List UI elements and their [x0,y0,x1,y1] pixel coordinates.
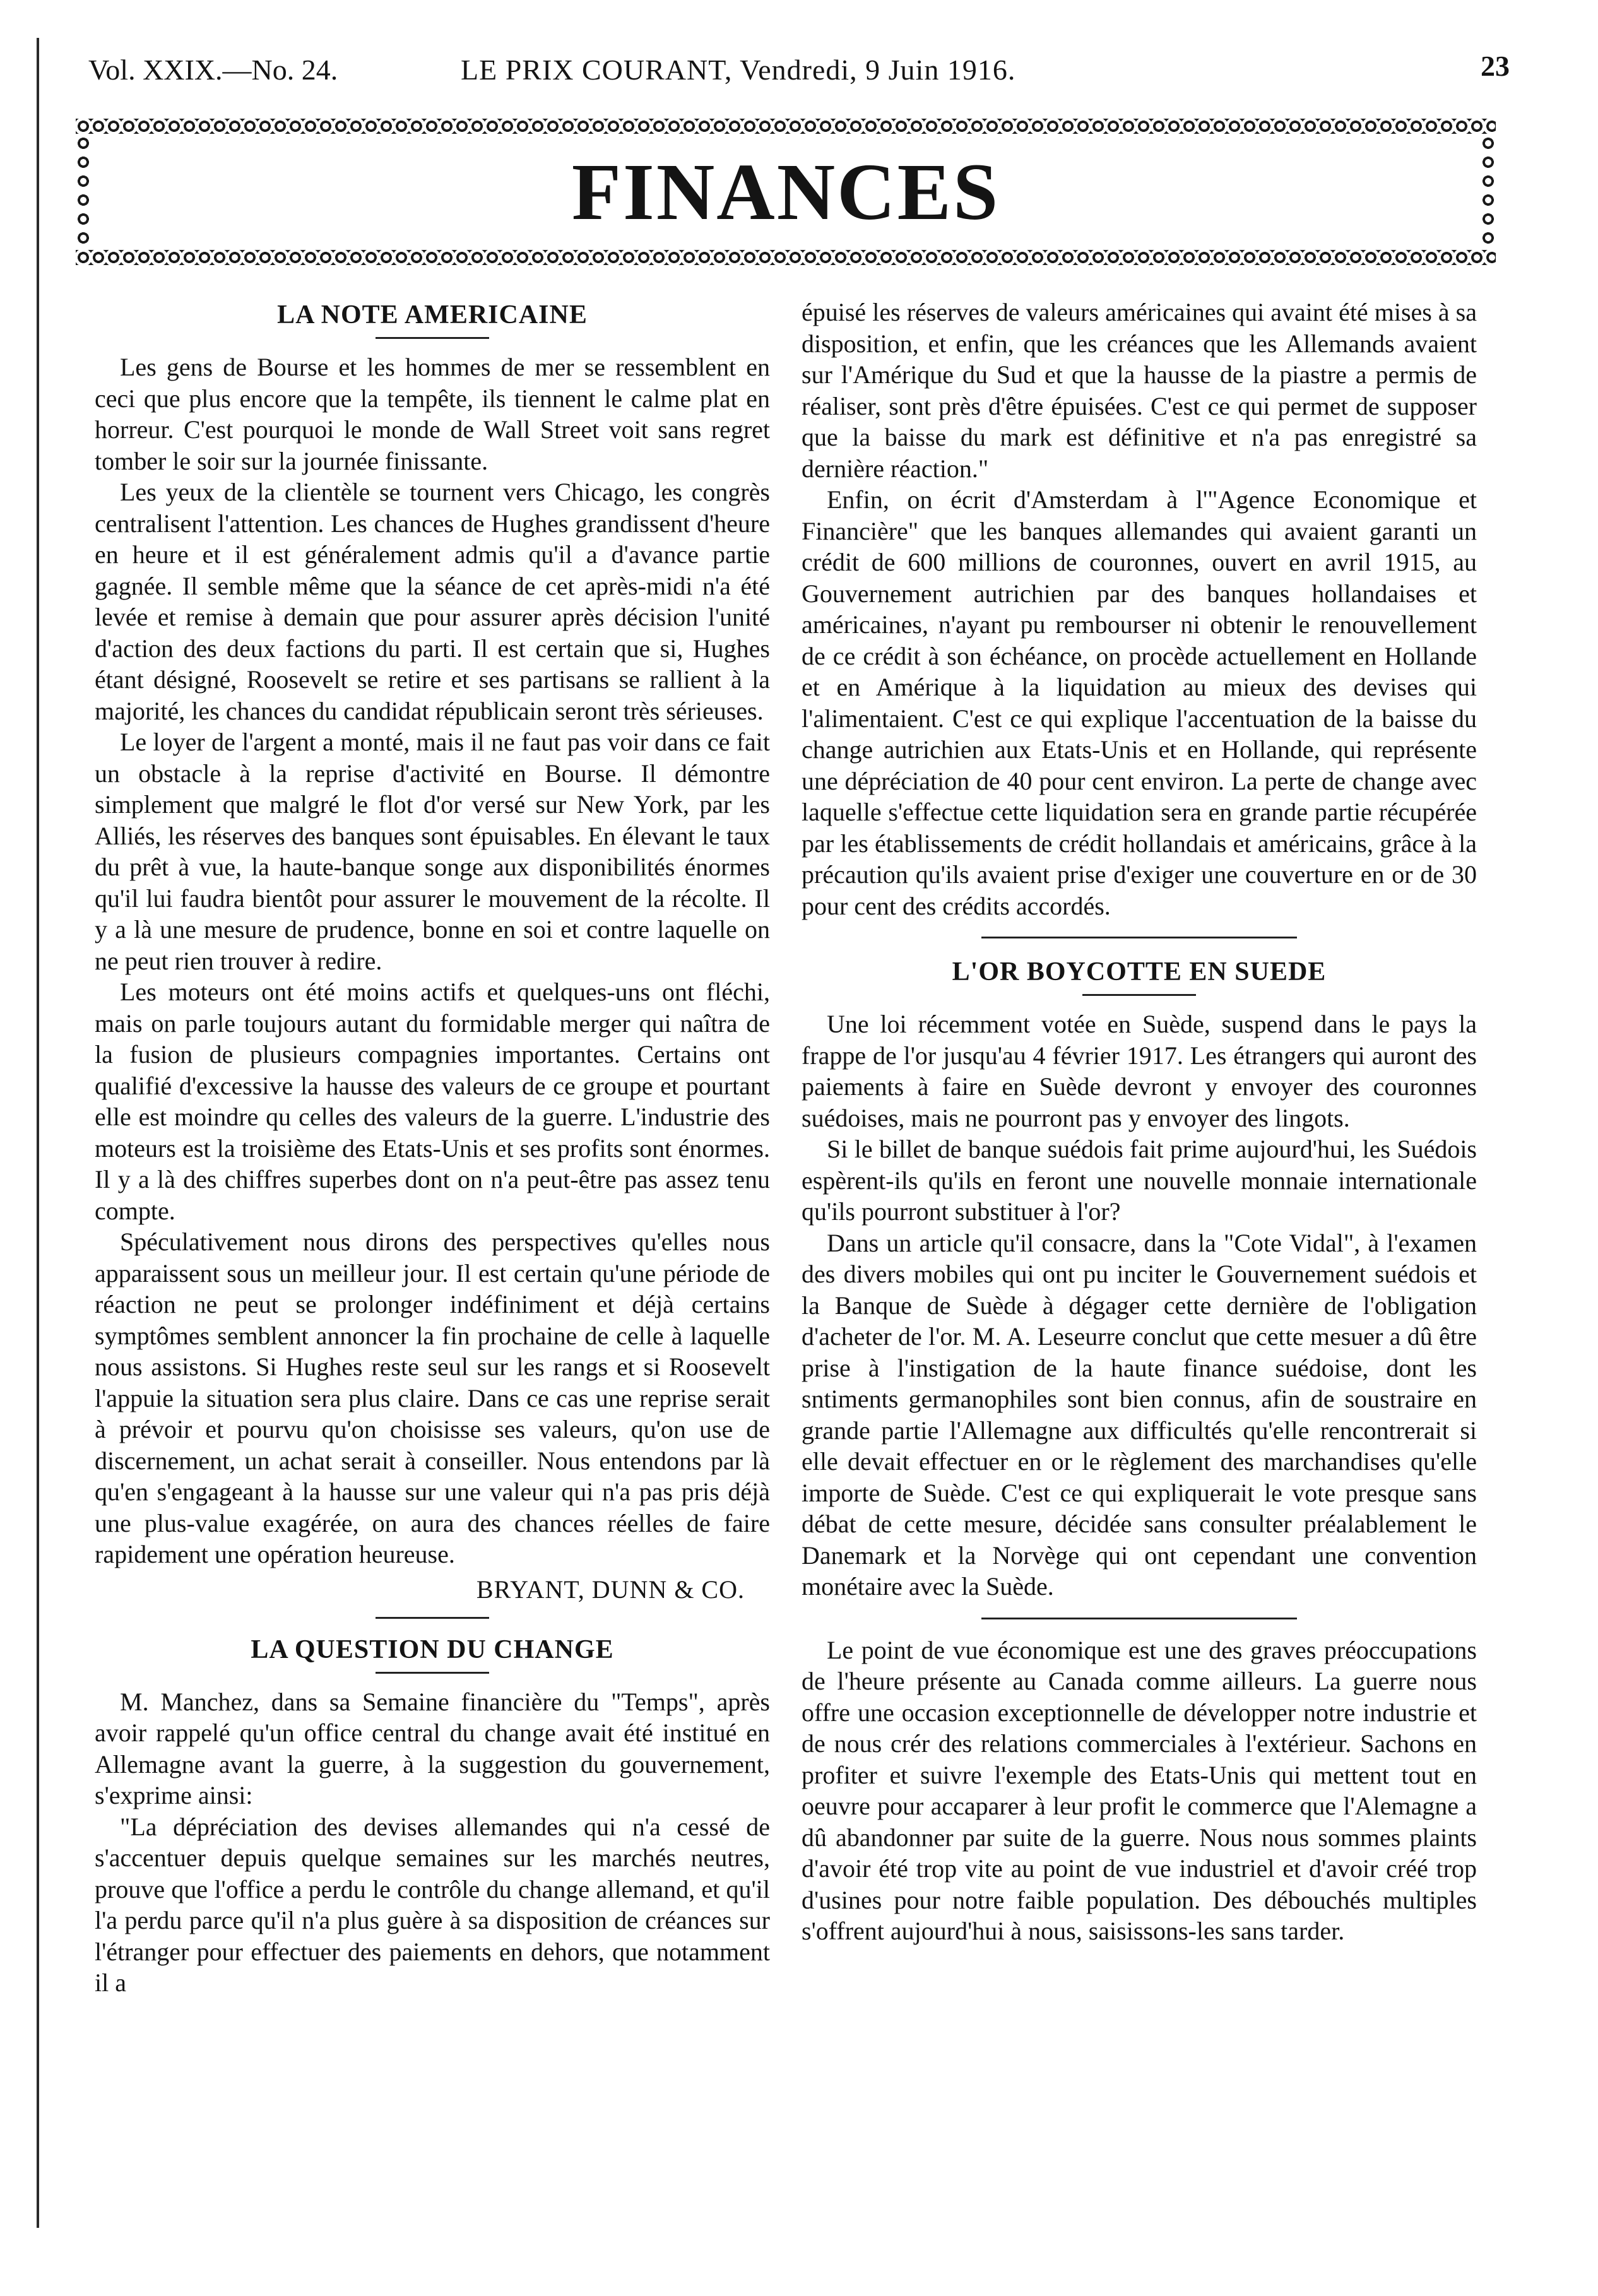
running-header [88,49,1510,93]
article-paragraph: Une loi récemment votée en Suède, suspend dans le pays la frappe de l'or jusqu'au 4 février 1917. Les étrangers qui auront des paiements à faire en Suède devront y envoyer des couronnes suédoises, mais ne pourront pas y envoyer des lingots. [802,1010,1477,1132]
article-title-or-boycotte: L'OR BOYCOTTE EN SUEDE [952,957,1327,986]
article-separator [981,1618,1297,1619]
article-paragraph: Dans un article qu'il consacre, dans la "Cote Vidal", à l'examen des divers mobiles qui ont pu inciter le Gouvernement suédois et la Banque de Suède à dégager cette dernière de l'obligation d'acheter de l'or. M. A. Leseurre conclut que cette mesuer a dû être prise à l'instigation de la haute finance suédoise, dont les sntiments germanophiles sont bien connus, afin de soustraire en grande partie l'Allemagne aux difficultés qu'elle rencontrerait si elle devait effectuer en or le règlement des marchandises qu'elle importe de Suède. C'est ce qui expliquerait le vote presque sans débat de cette mesure, décidée sans consulter préalablement le Danemark et la Norvège qui ont cependant une convention monétaire avec la Suède. [802,1228,1477,1601]
article-paragraph: Le point de vue économique est une des graves préoccupations de l'heure présente au Canada comme ailleurs. La guerre nous offre une occasion exceptionnelle de développer notre industrie et de nous crér des relations commerciales à l'extérieur. Sachons en profiter et suivre l'exemple des Etats-Unis qui mettent tout en oeuvre pour accaparer à leur profit le commerce que l'Alemagne a dû abandonner par suite de la guerre. Nous nous sommes plaints d'avoir été trop vite au point de vue industriel et d'avoir créé trop d'usines pour notre faible population. Des débouchés multiples s'offrent aujourd'hui à nous, saisissons-les sans tarder. [802,1635,1477,1945]
left-column [95,297,770,1999]
banner-border-bottom [76,250,1496,265]
article-title-note-americaine: LA NOTE AMERICAINE [277,300,588,329]
volume-number: Vol. XXIX.—No. 24. [88,54,338,86]
article-paragraph: Enfin, on écrit d'Amsterdam à l'"Agence Economique et Financière" que les banques allemandes qui avaient garanti un crédit de 600 millions de couronnes, ouvert en avril 1915, au Gouvernement autrichien par des banques hollandaises et américaines, n'ayant pu rembourser ni obtenir le renouvellement de ce crédit à son échéance, on procède actuellement en Hollande et en Amérique à la liquidation au mieux des devises qui l'alimentaient. C'est ce qui explique l'accentuation de la baisse du change autrichien aux Etats-Unis et en Hollande, qui représente une dépréciation de 40 pour cent environ. La perte de change avec laquelle s'effectue cette liquidation sera en grande partie récupérée par les établissements de crédit hollandais et américains, grâce à la précaution qu'ils avaient prise d'exiger une couverture en or de 30 pour cent des crédits accordés. [802,485,1477,920]
article-paragraph: Si le billet de banque suédois fait prime aujourd'hui, les Suédois espèrent-ils qu'ils en feront une nouvelle monnaie internationale qu'ils pourront substituer à l'or? [802,1135,1477,1226]
article-title-question-change: LA QUESTION DU CHANGE [251,1635,614,1664]
article-paragraph: M. Manchez, dans sa Semaine financière du "Temps", après avoir rappelé qu'un office central du change avait été institué en Allemagne avant la guerre, à la suggestion du gouvernement, s'exprime ainsi: [95,1687,770,1809]
scan-edge [37,38,39,2228]
title-rule [1082,994,1196,996]
article-paragraph-continued: épuisé les réserves de valeurs américaines qui avaint été mises à sa disposition, et enfin, que les créances que les Allemands avaient sur l'Amérique du Sud et que la hausse de la piastre a permis de réaliser, sont près d'être épuisées. C'est ce qui permet de supposer que la baisse du mark est définitive et n'a pas enregistré sa dernière réaction." [802,298,1477,483]
article-paragraph: "La dépréciation des devises allemandes qui n'a cessé de s'accentuer depuis quelque semaines sur les marchés neutres, prouve que l'office a perdu le contrôle du change allemand, et qu'il l'a perdu parce qu'il n'a plus guère à sa disposition de créances sur l'étranger pour effectuer des paiements en dehors, que notamment il a [95,1812,770,1997]
section-banner [76,119,1496,265]
article-separator [981,937,1297,938]
article-paragraph: Les yeux de la clientèle se tournent vers Chicago, les congrès centralisent l'attention. Les chances de Hughes grandissent d'heure en heure et il est généralement admis qu'il a d'avance partie gagnée. Il semble même que la séance de cet après-midi n'a été levée et remise à demain que pour assurer après décision l'unité d'action des deux factions du parti. Il est certain que si, Hughes étant désigné, Roosevelt se retire et ses partisans se rallient à la majorité, les chances du candidat républicain seront très sérieuses. [95,478,770,725]
title-rule [376,1672,489,1674]
article-signature: BRYANT, DUNN & CO. [476,1575,745,1604]
title-rule [376,337,489,339]
article-paragraph: Les gens de Bourse et les hommes de mer se ressemblent en ceci que plus encore que la tempête, ils tiennent le calme plat en horreur. C'est pourquoi le monde de Wall Street voit sans regret tomber le soir sur la journée finissante. [95,353,770,475]
right-column [802,297,1477,1947]
article-paragraph: Le loyer de l'argent a monté, mais il ne faut pas voir dans ce fait un obstacle à la reprise d'activité en Bourse. Il démontre simplement que malgré le flot d'or versé sur New York, par les Alliés, les réserves des banques sont épuisables. En élevant le taux du prêt à vue, la haute-banque songe aux disponibilités énormes qu'il lui faudra bientôt pour assurer le mouvement de la récolte. Il y a là une mesure de prudence, bonne en soi et contre laquelle on ne peut rien trouver à redire. [95,728,770,975]
article-separator [376,1617,489,1619]
section-title: FINANCES [571,147,1000,237]
page-number: 23 [1481,50,1510,82]
publication-title-date: LE PRIX COURANT, Vendredi, 9 Juin 1916. [461,54,1016,86]
article-paragraph: Spéculativement nous dirons des perspectives qu'elles nous apparaissent sous un meilleur jour. Il est certain qu'une période de réaction ne peut se prolonger indéfiniment et déjà certains symptômes semblent annoncer la fin prochaine de celle à laquelle nous assistons. Si Hughes reste seul sur les rangs et si Roosevelt l'appuie la situation sera plus claire. Dans ce cas une reprise serait à prévoir et pourvu qu'on choisisse ses valeurs, qu'on use de discernement, un achat serait à conseiller. Nous entendons par là qu'en s'engageant à la hausse sur une valeur qui n'a pas pris déjà une plus-value exagérée, on aura des chances réelles de faire rapidement une opération heureuse. [95,1228,770,1568]
article-paragraph: Les moteurs ont été moins actifs et quelques-uns ont fléchi, mais on parle toujours autant du formidable merger qui naîtra de la fusion de plusieurs compagnies importantes. Certains ont qualifié d'excessive la hausse des valeurs de ce groupe et pourtant elle est moindre qu celles des valeurs de la guerre. L'industrie des moteurs est la troisième des Etats-Unis et ses profits sont énormes. Il y a là des chiffres superbes dont on n'a peut-être pas assez tenu compte. [95,978,770,1225]
banner-border-top [76,119,1496,134]
